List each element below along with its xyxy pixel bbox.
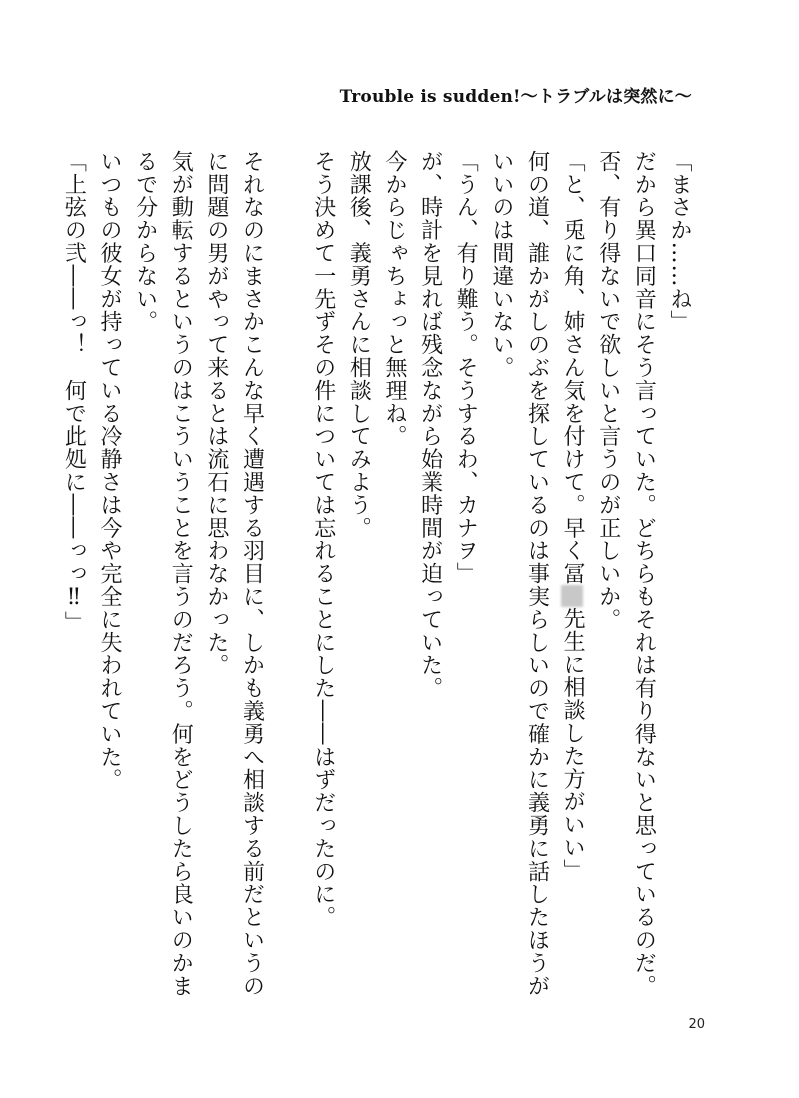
- paragraph-part: 「と、兎に角、姉さん気を付けて。早く冨: [560, 150, 586, 586]
- vertical-body-text: [61, 150, 697, 1000]
- page-number: 20: [688, 1017, 705, 1032]
- paragraph: 「まさか……ね」: [667, 150, 692, 334]
- paragraph: 「うん、有り難う。そうするわ、カナヲ」: [453, 150, 479, 586]
- paragraph: 今からじゃちょっと無理ね。: [382, 150, 407, 448]
- paragraph: それなのにまさかこんな早く遭遇する羽目に、しかも義勇へ相談する前だというのに問題の男がやって来るとは流石に思わなかった。: [203, 150, 265, 998]
- paragraph: だから異口同音にそう言っていた。どちらもそれは有り得ないと思っているのだ。否、有り得ないで欲しいと言うのが正しいか。: [595, 150, 657, 998]
- blank-line: [270, 150, 306, 1000]
- paragraph: 気が動転するというのはこういうことを言うのだろう。何をどうしたら良いのかまるで分からない。: [132, 150, 194, 998]
- paragraph-part: 先生に相談した方がいい」: [560, 607, 586, 882]
- paragraph: 放課後、義勇さんに相談してみよう。: [346, 150, 372, 540]
- paragraph: が、時計を見れば残念ながら始業時間が迫っていた。: [417, 150, 443, 700]
- paragraph: 何の道、誰かがしのぶを探しているのは事実らしいので確かに義勇に話したほうがいいのは間違いない。: [488, 150, 550, 998]
- paragraph: [555, 150, 591, 1000]
- paragraph: そう決めて一先ずその件については忘れることにした――はずだったのに。: [310, 150, 336, 929]
- paragraph: 「上弦の弐――っ！ 何で此処に――っっ‼」: [61, 150, 87, 634]
- redacted-character: [561, 585, 583, 607]
- running-header: Trouble is sudden!〜トラブルは突然に〜: [339, 87, 692, 107]
- paragraph: いつもの彼女が持っている冷静さは今や完全に失われていた。: [97, 150, 122, 792]
